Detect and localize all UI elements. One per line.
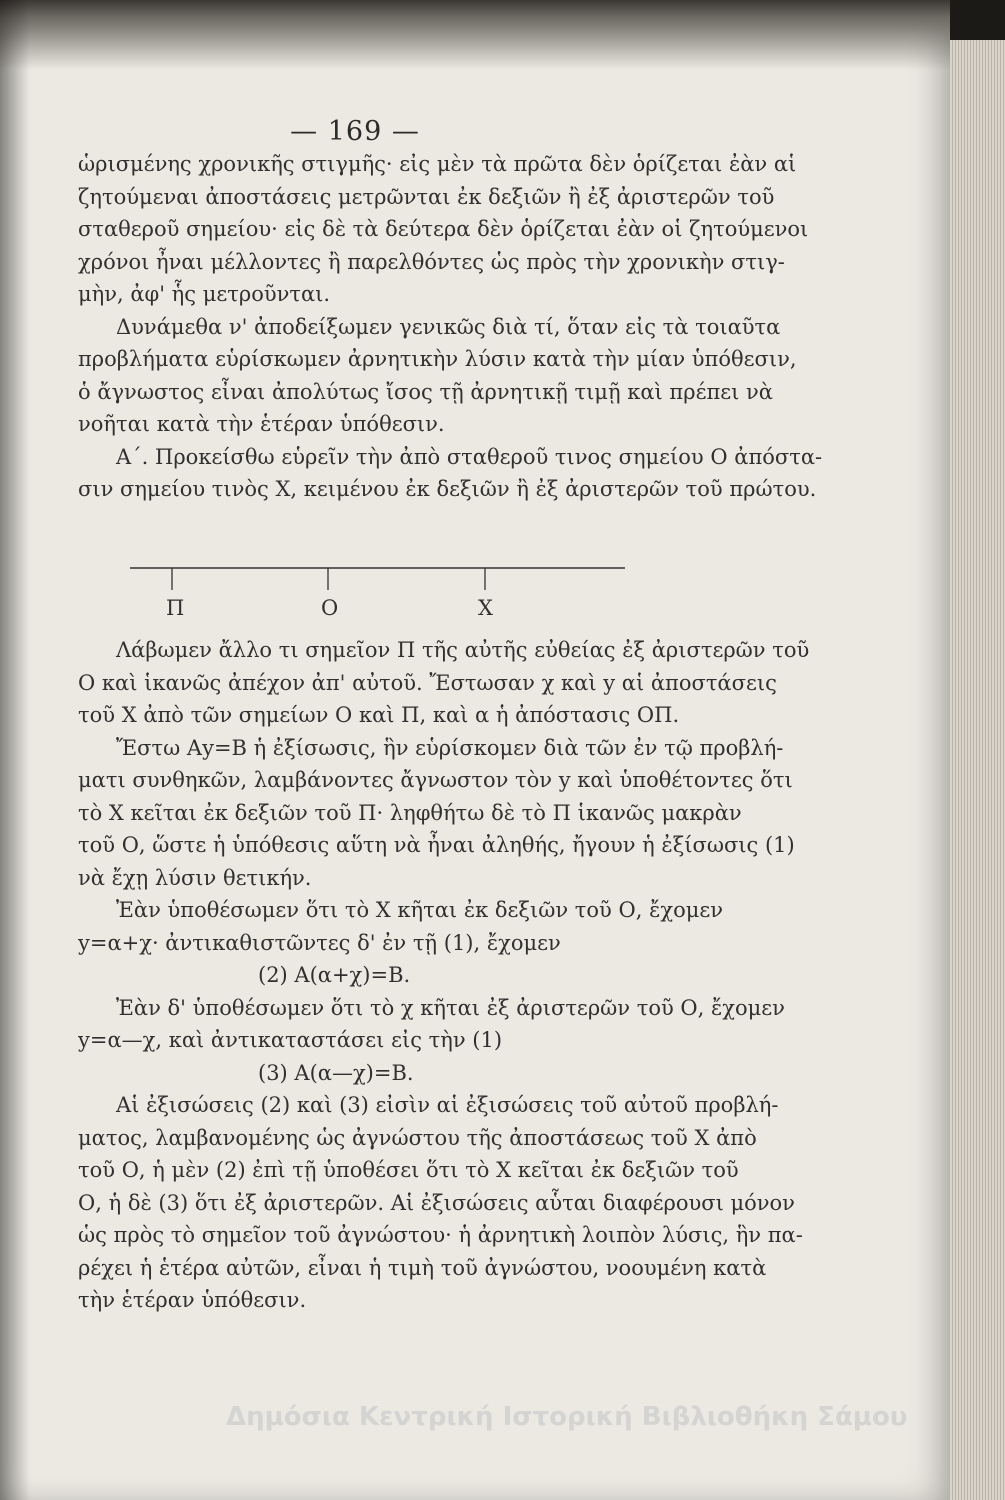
text-line: τοῦ Χ ἀπὸ τῶν σημείων Ο καὶ Π, καὶ α ἡ ἀπόστασις ΟΠ.: [78, 703, 680, 727]
text-line: ρέχει ἡ ἑτέρα αὐτῶν, εἶναι ἡ τιμὴ τοῦ ἀγνώστου, νοουμένη κατὰ: [78, 1255, 767, 1280]
text-line: τοῦ Ο, ὥστε ἡ ὑπόθεσις αὕτη νὰ ἦναι ἀληθής, ἤγουν ἡ ἐξίσωσις (1): [78, 833, 795, 857]
text-line: Ἔστω Αy=Β ἡ ἐξίσωσις, ἣν εὑρίσκομεν διὰ τῶν ἐν τῷ προβλή-: [116, 735, 784, 760]
library-watermark: Δημόσια Κεντρική Ιστορική Βιβλιοθήκη Σάμου: [226, 1402, 908, 1432]
text-line: Λάβωμεν ἄλλο τι σημεῖον Π τῆς αὐτῆς εὐθείας ἐξ ἀριστερῶν τοῦ: [116, 638, 810, 662]
text-line: ὡς πρὸς τὸ σημεῖον τοῦ ἀγνώστου· ἡ ἀρνητικὴ λοιπὸν λύσις, ἣν πα-: [78, 1223, 803, 1247]
text-line: νὰ ἔχῃ λύσιν θετικήν.: [78, 865, 312, 890]
equation-3: (3) Α(α—χ)=Β.: [258, 1060, 414, 1085]
text-line: τὴν ἑτέραν ὑπόθεσιν.: [78, 1288, 307, 1312]
text-line: προβλήματα εὑρίσκωμεν ἀρνητικὴν λύσιν κατὰ τὴν μίαν ὑπόθεσιν,: [78, 347, 797, 371]
text-block-top: [78, 148, 908, 506]
text-line: σταθεροῦ σημείου· εἰς δὲ τὰ δεύτερα δὲν ὁρίζεται ἐὰν οἱ ζητούμενοι: [78, 217, 809, 241]
line-figure: [130, 560, 630, 620]
label-o: Ο: [321, 596, 339, 620]
line-diagram: [130, 560, 630, 600]
text-line: ὁ ἄγνωστος εἶναι ἀπολύτως ἴσος τῇ ἀρνητικῇ τιμῇ καὶ πρέπει νὰ: [78, 379, 773, 404]
page-edges: [950, 40, 1005, 1500]
text-line: χρόνοι ἦναι μέλλοντες ἢ παρελθόντες ὡς πρὸς τὴν χρονικὴν στιγ-: [78, 249, 785, 274]
text-block-bottom: [78, 634, 908, 1317]
text-line: τοῦ Ο, ἡ μὲν (2) ἐπὶ τῇ ὑποθέσει ὅτι τὸ Χ κεῖται ἐκ δεξιῶν τοῦ: [78, 1158, 739, 1182]
text-line: y=α—χ, καὶ ἀντικαταστάσει εἰς τὴν (1): [78, 1028, 503, 1052]
text-line: ζητούμεναι ἀποστάσεις μετρῶνται ἐκ δεξιῶν ἢ ἐξ ἀριστερῶν τοῦ: [78, 184, 775, 209]
equation-2: (2) Α(α+χ)=Β.: [258, 963, 411, 987]
text-line: τὸ Χ κεῖται ἐκ δεξιῶν τοῦ Π· ληφθήτω δὲ τὸ Π ἱκανῶς μακρὰν: [78, 800, 742, 825]
text-line: ματι συνθηκῶν, λαμβάνοντες ἄγνωστον τὸν y καὶ ὑποθέτοντες ὅτι: [78, 768, 793, 792]
text-line: y=α+χ· ἀντικαθιστῶντες δ' ἐν τῇ (1), ἔχομεν: [78, 930, 561, 955]
text-line: ματος, λαμβανομένης ὡς ἀγνώστου τῆς ἀποστάσεως τοῦ Χ ἀπὸ: [78, 1125, 757, 1150]
text-line: Δυνάμεθα ν' ἀποδείξωμεν γενικῶς διὰ τί, ὅταν εἰς τὰ τοιαῦτα: [116, 314, 781, 339]
label-p: Π: [166, 596, 185, 620]
page-number-header: — 169 —: [290, 116, 420, 147]
text-line: Ο, ἡ δὲ (3) ὅτι ἐξ ἀριστερῶν. Αἱ ἐξισώσεις αὗται διαφέρουσι μόνον: [78, 1190, 795, 1215]
text-line: Ο καὶ ἱκανῶς ἀπέχον ἀπ' αὐτοῦ. Ἔστωσαν χ καὶ y αἱ ἀποστάσεις: [78, 670, 777, 695]
text-line: Ἐὰν ὑποθέσωμεν ὅτι τὸ Χ κῆται ἐκ δεξιῶν τοῦ Ο, ἔχομεν: [116, 898, 724, 922]
text-line: Ἐὰν δ' ὑποθέσωμεν ὅτι τὸ χ κῆται ἐξ ἀριστερῶν τοῦ Ο, ἔχομεν: [116, 995, 785, 1020]
text-line: Α΄. Προκείσθω εὑρεῖν τὴν ἀπὸ σταθεροῦ τινος σημείου Ο ἀπόστα-: [116, 444, 823, 469]
text-line: Αἱ ἐξισώσεις (2) καὶ (3) εἰσὶν αἱ ἐξισώσεις τοῦ αὐτοῦ προβλή-: [116, 1093, 779, 1117]
label-x: Χ: [478, 596, 493, 620]
page-top-shadow: [0, 0, 950, 70]
text-line: σιν σημείου τινὸς Χ, κειμένου ἐκ δεξιῶν ἢ ἐξ ἀριστερῶν τοῦ πρώτου.: [78, 477, 817, 501]
text-line: ὡρισμένης χρονικῆς στιγμῆς· εἰς μὲν τὰ πρῶτα δὲν ὁρίζεται ἐὰν αἱ: [78, 152, 797, 176]
page-gutter-shadow: [0, 0, 30, 1500]
text-line: μὴν, ἀφ' ἧς μετροῦνται.: [78, 282, 331, 306]
text-line: νοῆται κατὰ τὴν ἑτέραν ὑπόθεσιν.: [78, 412, 445, 436]
